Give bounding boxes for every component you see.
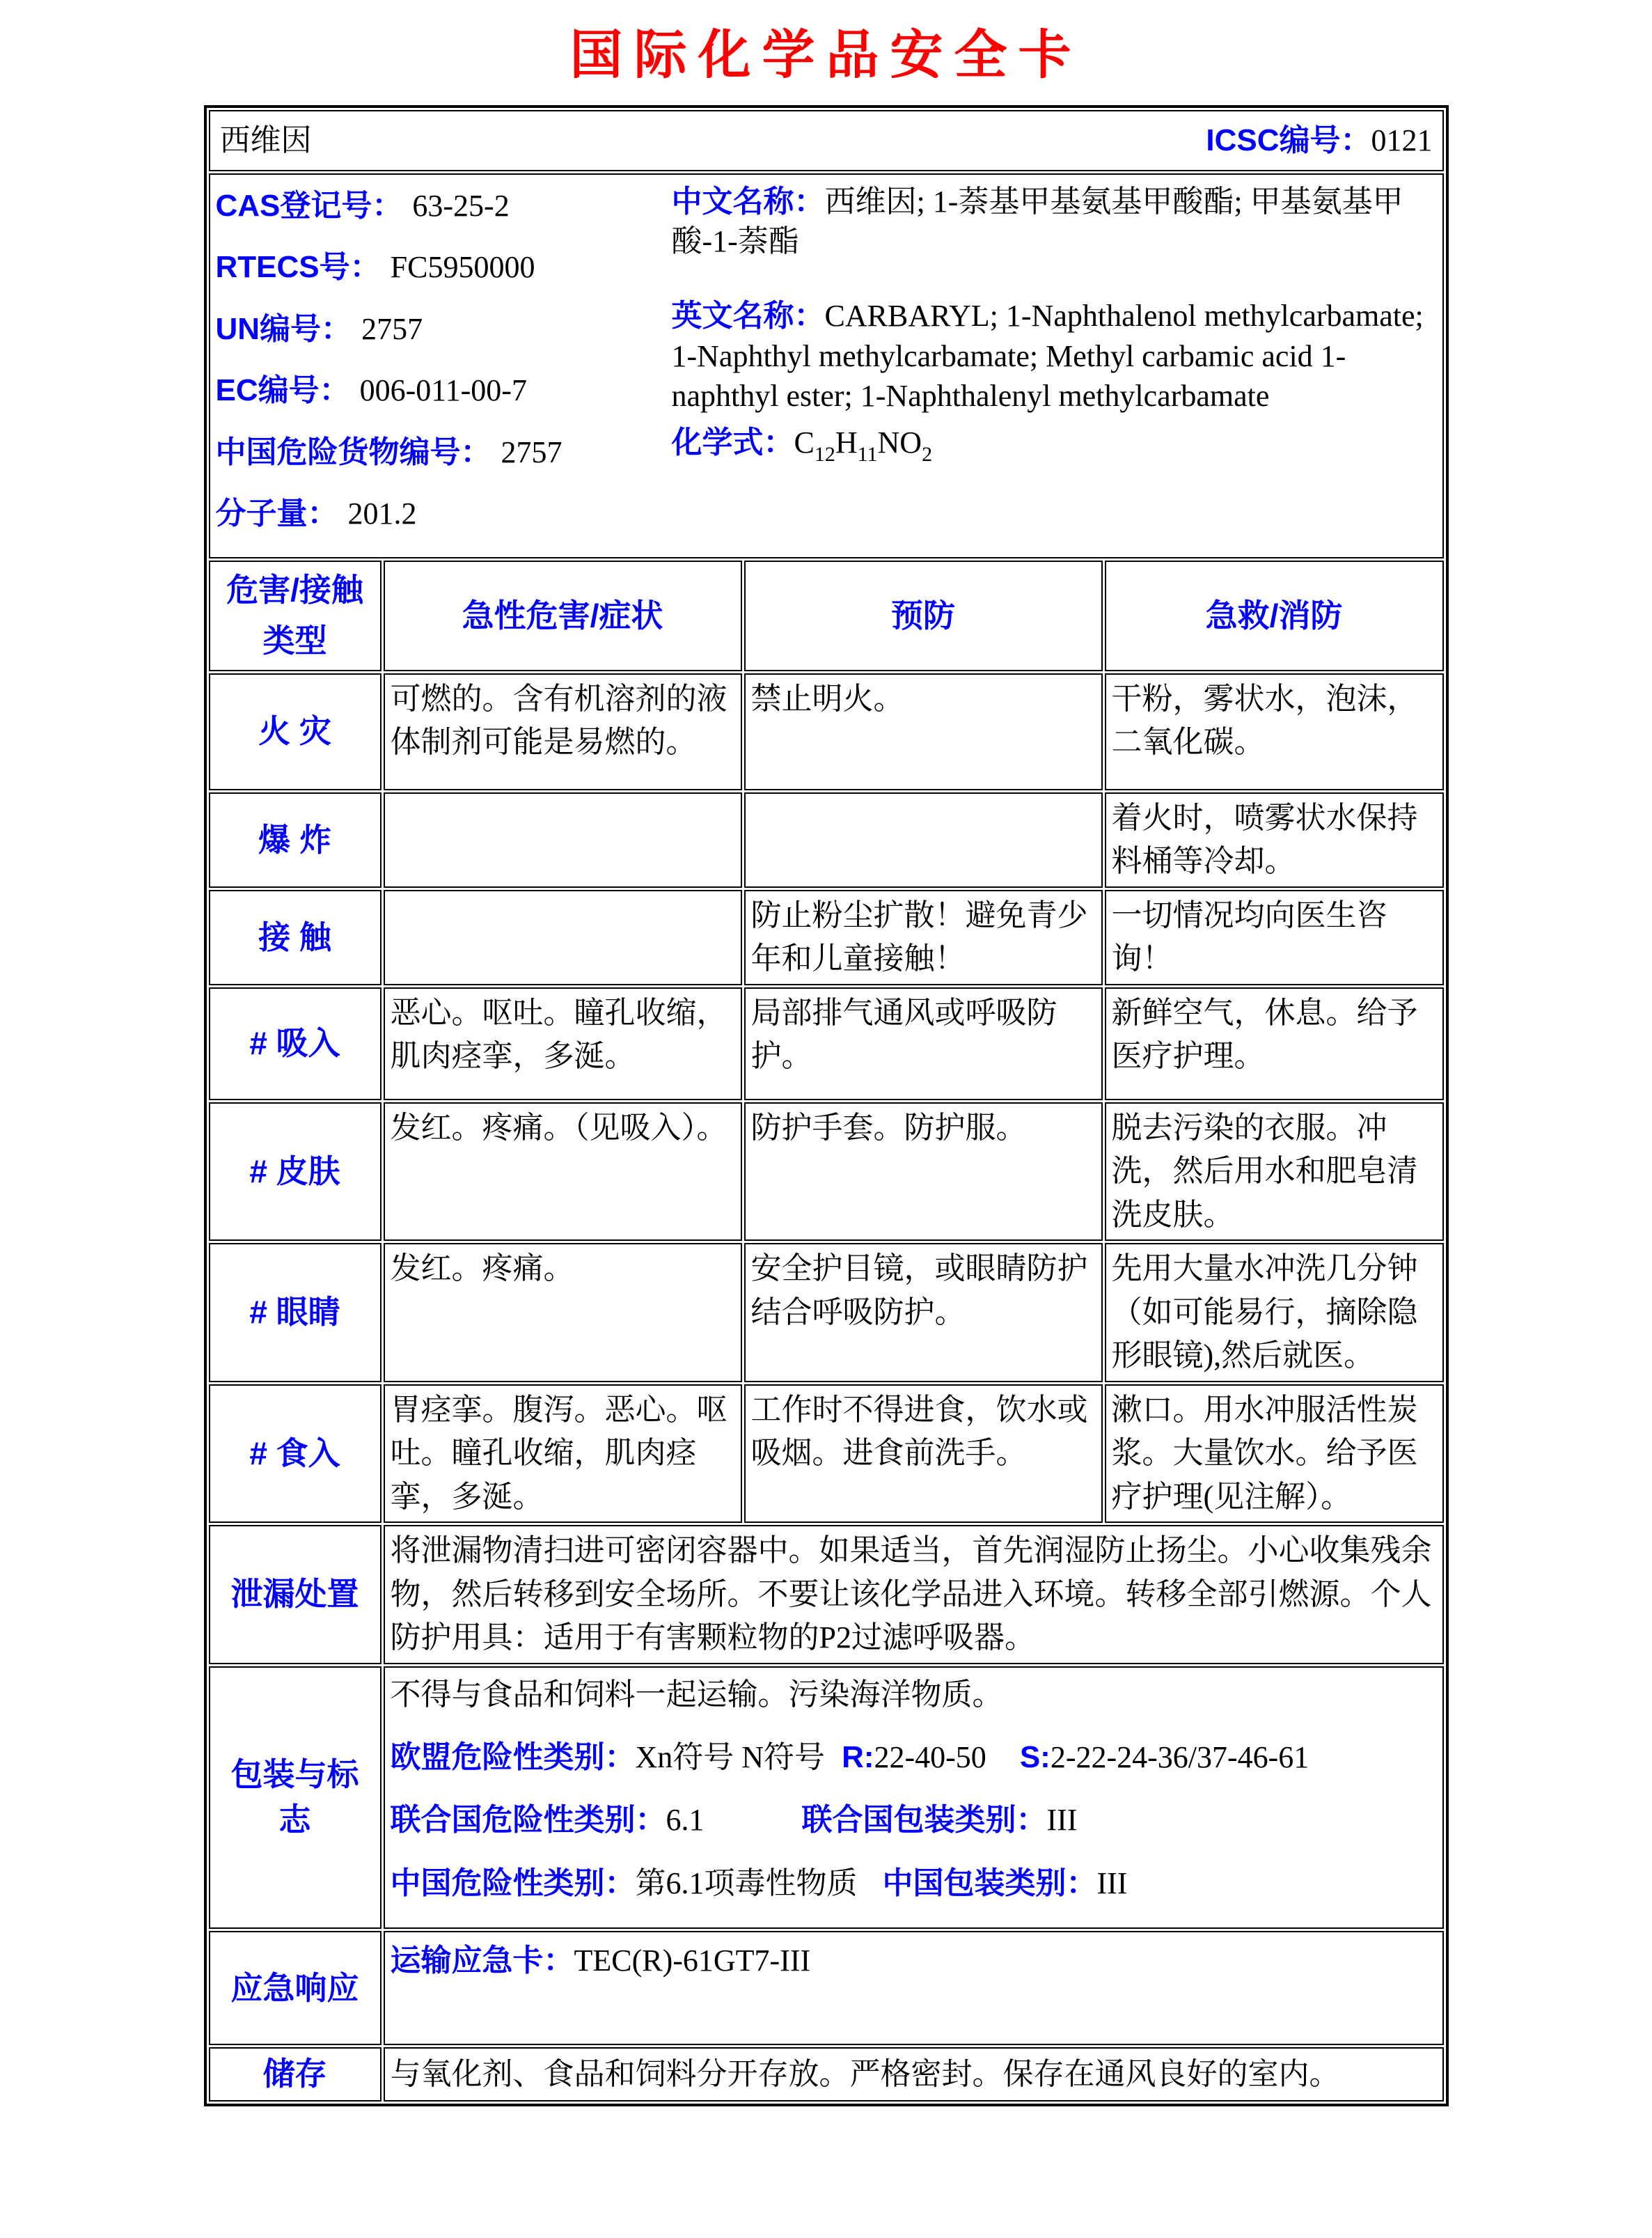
packaging-content	[384, 1666, 1444, 1930]
fire-prevention: 禁止明火。	[744, 673, 1103, 790]
s-phrases-value: 2-22-24-36/37-46-61	[1050, 1739, 1309, 1774]
storage-row	[209, 2047, 1444, 2101]
skin-response: 脱去污染的衣服。冲洗，然后用水和肥皂清洗皮肤。	[1105, 1102, 1444, 1241]
row-label-exposure: 接 触	[209, 890, 381, 985]
explosion-response: 着火时，喷雾状水保持料桶等冷却。	[1105, 792, 1444, 888]
identifiers-row	[209, 173, 1444, 558]
header-hazard-type: 危害/接触类型	[209, 561, 381, 671]
row-label-explosion: 爆 炸	[209, 792, 381, 888]
formula-line: 化学式：$C_{12}H_{11}NO_2$	[671, 425, 933, 466]
header-acute-symptoms: 急性危害/症状	[384, 561, 742, 671]
fire-symptoms: 可燃的。含有机溶剂的液体制剂可能是易燃的。	[384, 673, 742, 790]
names-block	[672, 178, 1437, 554]
explosion-symptoms	[384, 792, 742, 888]
row-label-packaging: 包装与标志	[209, 1666, 381, 1930]
row-label-storage: 储存	[209, 2047, 381, 2101]
header-firstaid-firefighting: 急救/消防	[1105, 561, 1444, 671]
row-label-emergency: 应急响应	[209, 1931, 381, 2045]
hazard-row-explosion	[209, 792, 1444, 888]
exposure-response: 一切情况均向医生咨询！	[1105, 890, 1444, 985]
r-phrases-value: 22-40-50	[874, 1739, 986, 1774]
emergency-content	[384, 1931, 1444, 2045]
identifier-mol-weight: 分子量： 201.2	[215, 496, 417, 531]
hazard-row-fire	[209, 673, 1444, 790]
hazard-row-eyes	[209, 1243, 1444, 1382]
substance-header-row	[209, 110, 1444, 171]
ingestion-response: 漱口。用水冲服活性炭浆。大量饮水。给予医疗护理(见注解）。	[1105, 1384, 1444, 1523]
storage-text: 与氧化剂、食品和饲料分开存放。严格密封。保存在通风良好的室内。	[384, 2047, 1444, 2101]
icsc-table	[204, 105, 1449, 2106]
un-hazard-class: 6.1	[666, 1803, 705, 1838]
row-label-skin: # 皮肤	[209, 1102, 381, 1241]
eyes-symptoms: 发红。疼痛。	[384, 1243, 742, 1382]
cn-hazard-class: 第6.1项毒性物质	[635, 1865, 858, 1900]
english-name-line: 英文名称：CARBARYL; 1-Naphthalenol methylcarbamate; 1-Naphthyl methylcarbamate; Methyl carbamic acid 1-naphthyl ester; 1-Naphthalenyl methylcarbamate	[671, 299, 1424, 413]
packaging-un-line: 联合国危险性类别：6.1 联合国包装类别：III	[390, 1803, 1078, 1838]
eu-symbols: Xn符号 N符号	[635, 1739, 826, 1774]
row-label-ingestion: # 食入	[209, 1384, 381, 1523]
icsc-number-label: ICSC编号：	[1206, 123, 1371, 157]
identifier-cas: CAS登记号： 63-25-2	[215, 189, 510, 223]
hazard-row-ingestion	[209, 1384, 1444, 1523]
skin-prevention: 防护手套。防护服。	[744, 1102, 1103, 1241]
s-phrases-label: S:	[1019, 1739, 1051, 1774]
inhalation-response: 新鲜空气，休息。给予医疗护理。	[1105, 987, 1444, 1100]
chemical-formula: $C_{12}H_{11}NO_2$	[794, 425, 933, 466]
packaging-row	[209, 1666, 1444, 1930]
row-label-spillage: 泄漏处置	[209, 1525, 381, 1664]
icsc-number-value: 0121	[1371, 123, 1433, 157]
hazard-row-inhalation	[209, 987, 1444, 1100]
transport-emergency-card-line: 运输应急卡：TEC(R)-61GT7-III	[390, 1943, 811, 1978]
page-title: 国际化学品安全卡	[569, 26, 1083, 85]
r-phrases-label: R:	[842, 1739, 874, 1774]
hazard-row-exposure	[209, 890, 1444, 985]
exposure-symptoms	[384, 890, 742, 985]
identifier-un: UN编号： 2757	[215, 311, 423, 346]
row-label-fire: 火 灾	[209, 673, 381, 790]
identifier-china-dg: 中国危险货物编号： 2757	[215, 435, 563, 469]
skin-symptoms: 发红。疼痛。（见吸入）。	[384, 1102, 742, 1241]
inhalation-prevention: 局部排气通风或呼吸防护。	[744, 987, 1103, 1100]
explosion-prevention	[744, 792, 1103, 888]
spillage-row	[209, 1525, 1444, 1664]
identifiers-cell	[209, 173, 1444, 558]
packaging-eu-line: 欧盟危险性类别：Xn符号 N符号 R:22-40-50 S:2-22-24-36/37-46-61	[390, 1739, 1309, 1774]
cn-pack-group: III	[1096, 1865, 1128, 1900]
hazard-header-row	[209, 561, 1444, 671]
hazard-row-skin	[209, 1102, 1444, 1241]
header-prevention: 预防	[744, 561, 1103, 671]
packaging-transport-note: 不得与食品和饲料一起运输。污染海洋物质。	[390, 1677, 1003, 1712]
icsc-card-page	[0, 13, 1652, 2106]
transport-emergency-card-value: TEC(R)-61GT7-III	[574, 1943, 811, 1978]
eyes-prevention: 安全护目镜，或眼睛防护结合呼吸防护。	[744, 1243, 1103, 1382]
identifier-list	[216, 178, 672, 554]
ingestion-prevention: 工作时不得进食，饮水或吸烟。进食前洗手。	[744, 1384, 1103, 1523]
icsc-number	[1206, 119, 1432, 162]
chinese-name-line: 中文名称：西维因; 1-萘基甲基氨基甲酸酯; 甲基氨基甲酸-1-萘酯	[671, 185, 1403, 259]
exposure-prevention: 防止粉尘扩散！避免青少年和儿童接触！	[744, 890, 1103, 985]
identifier-rtecs: RTECS号： FC5950000	[215, 250, 535, 285]
packaging-cn-line: 中国危险性类别：第6.1项毒性物质 中国包装类别：III	[390, 1865, 1128, 1900]
identifier-ec: EC编号： 006-011-00-7	[215, 373, 527, 408]
spillage-text: 将泄漏物清扫进可密闭容器中。如果适当，首先润湿防止扬尘。小心收集残余物，然后转移到安全场所。不要让该化学品进入环境。转移全部引燃源。个人防护用具：适用于有害颗粒物的P2过滤呼吸器。	[384, 1525, 1444, 1664]
inhalation-symptoms: 恶心。呕吐。瞳孔收缩，肌肉痉挛，多涎。	[384, 987, 742, 1100]
un-pack-group: III	[1046, 1803, 1078, 1838]
substance-header-cell	[209, 110, 1444, 171]
fire-response: 干粉，雾状水，泡沫，二氧化碳。	[1105, 673, 1444, 790]
ingestion-symptoms: 胃痉挛。腹泻。恶心。呕吐。瞳孔收缩，肌肉痉挛，多涎。	[384, 1384, 742, 1523]
emergency-row	[209, 1931, 1444, 2045]
row-label-eyes: # 眼睛	[209, 1243, 381, 1382]
row-label-inhalation: # 吸入	[209, 987, 381, 1100]
substance-name: 西维因	[219, 123, 312, 157]
eyes-response: 先用大量水冲洗几分钟（如可能易行，摘除隐形眼镜),然后就医。	[1105, 1243, 1444, 1382]
